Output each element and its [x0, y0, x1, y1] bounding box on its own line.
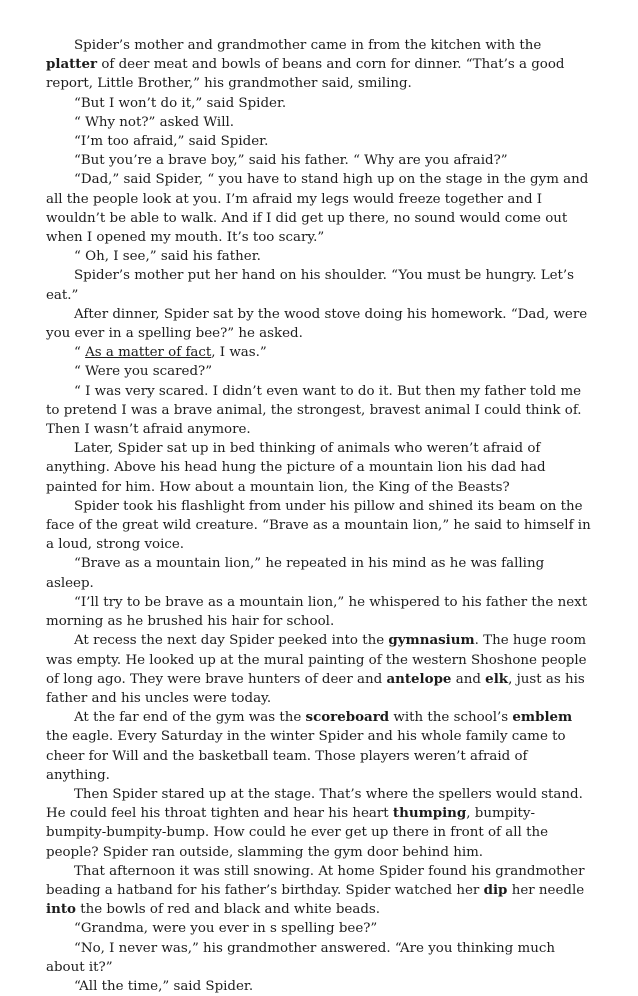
paragraph	[46, 362, 592, 381]
text-run: “ I was very scared. I didn’t even want to do it. But then my father told me to pretend I was a brave animal, the strongest, bravest animal I could think of. Then I wasn’t afraid anymore.	[46, 383, 582, 438]
text-run: “But you’re a brave boy,” said his father. “ Why are you afraid?”	[74, 153, 508, 169]
text-run: her needle	[507, 882, 585, 898]
text-run: Spider’s mother put her hand on his shoulder. “You must be hungry. Let’s eat.”	[46, 268, 575, 303]
vocabulary-word: into	[46, 901, 76, 918]
paragraph	[46, 266, 592, 304]
text-run: the eagle. Every Saturday in the winter Spider and his whole family came to cheer for Will and the basketball team. Those players weren’t afraid of anything.	[46, 729, 566, 783]
text-run: “No, I never was,” his grandmother answered. “Are you thinking much about it?”	[46, 940, 555, 975]
paragraph	[46, 343, 592, 362]
paragraph	[46, 631, 592, 708]
paragraph	[46, 708, 592, 785]
text-run: At the far end of the gym was the	[74, 710, 306, 726]
paragraph	[46, 939, 592, 977]
underlined-phrase: As a matter of fact	[85, 345, 212, 361]
text-run: Later, Spider sat up in bed thinking of animals who weren’t afraid of anything. Above his head hung the picture of a mountain lion his dad had painted for him. How about a mountain lion, the King of the Beasts?	[46, 441, 546, 495]
text-run: “I’ll try to be brave as a mountain lion,” he whispered to his father the next morning as he brushed his hair for school.	[46, 594, 588, 630]
vocabulary-word: platter	[46, 56, 98, 73]
paragraph	[46, 919, 592, 938]
text-run: “But I won’t do it,” said Spider.	[74, 95, 287, 111]
text-run: and	[451, 671, 486, 687]
paragraph	[46, 785, 592, 862]
text-run: “I’m too afraid,” said Spider.	[74, 134, 269, 150]
paragraph	[46, 439, 592, 497]
text-run: “ Oh, I see,” said his father.	[74, 249, 261, 265]
text-run: That afternoon it was still snowing. At home Spider found his grandmother beading a hatband for his father’s birthday. Spider watched her	[46, 863, 585, 898]
text-run: , just as his father and his uncles were today.	[46, 671, 585, 706]
text-run: the bowls of red and black and white beads.	[75, 902, 381, 918]
vocabulary-word: antelope	[386, 670, 452, 687]
text-run: “	[74, 345, 86, 361]
vocabulary-word: elk	[485, 670, 509, 687]
paragraph	[46, 151, 592, 170]
paragraph	[46, 247, 592, 266]
text-run: At recess the next day Spider peeked into the	[74, 633, 389, 649]
paragraph	[46, 977, 592, 996]
vocabulary-word: thumping	[392, 805, 467, 822]
paragraph	[46, 305, 592, 343]
paragraph	[46, 170, 592, 247]
text-run: “Brave as a mountain lion,” he repeated in his mind as he was falling asleep.	[46, 556, 545, 591]
text-run: “All the time,” said Spider.	[74, 978, 254, 994]
text-run: “Dad,” said Spider, “ you have to stand high up on the stage in the gym and all the people look at you. I’m afraid my legs would freeze together and I wouldn’t be able to walk. And if I did get up there, no sound would come out when I opened my mouth. It’s too scary.”	[46, 172, 589, 246]
text-run: , bumpity-bumpity-bumpity-bump. How could he ever get up there in front of all the people? Spider ran outside, slamming the gym door behind him.	[46, 806, 548, 860]
paragraph	[46, 113, 592, 132]
text-run: with the school’s	[389, 710, 513, 726]
paragraph	[46, 94, 592, 113]
text-run: . The huge room was empty. He looked up at the mural painting of the western Shoshone people of long ago. They were brave hunters of deer and	[46, 633, 587, 687]
text-run: Then Spider stared up at the stage. That’s where the spellers would stand. He could feel his throat tighten and hear his heart	[46, 786, 583, 822]
text-run: , I was.”	[211, 345, 267, 361]
text-run: “ Were you scared?”	[74, 364, 213, 380]
paragraph	[46, 497, 592, 555]
paragraph	[46, 382, 592, 440]
vocabulary-word: dip	[483, 881, 508, 898]
text-run: Spider took his flashlight from under his pillow and shined its beam on the face of the great wild creature. “Brave as a mountain lion,” he said to himself in a loud, strong voice.	[46, 498, 591, 553]
vocabulary-word: emblem	[512, 709, 573, 726]
story-text	[46, 36, 592, 996]
vocabulary-word: scoreboard	[305, 709, 390, 726]
text-run: After dinner, Spider sat by the wood stove doing his homework. “Dad, were you ever in a spelling bee?” he asked.	[46, 306, 588, 342]
text-run: of deer meat and bowls of beans and corn for dinner. “That’s a good report, Little Brother,” his grandmother said, smiling.	[46, 57, 565, 92]
text-run: “ Why not?” asked Will.	[74, 114, 235, 130]
paragraph	[46, 36, 592, 94]
paragraph	[46, 593, 592, 631]
paragraph	[46, 132, 592, 151]
paragraph	[46, 862, 592, 920]
text-run: Spider’s mother and grandmother came in from the kitchen with the	[74, 38, 542, 53]
text-run: “Grandma, were you ever in s spelling bee?”	[74, 921, 378, 937]
vocabulary-word: gymnasium	[388, 632, 475, 649]
paragraph	[46, 554, 592, 592]
